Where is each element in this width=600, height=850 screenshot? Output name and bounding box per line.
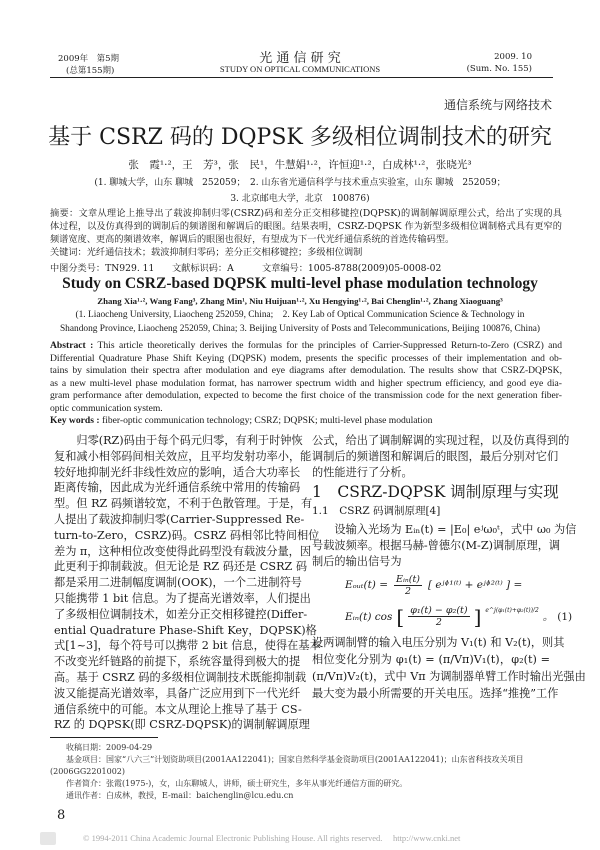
authors-cn: 张 霞¹·²，王 芳³，张 民¹，牛慧娟¹·²，许恒迎¹·²，白成林¹·²，张晓光³ bbox=[128, 159, 472, 171]
body-text-line: 的性能进行了分析。 bbox=[312, 465, 413, 479]
journal-title-en: STUDY ON OPTICAL COMMUNICATIONS bbox=[219, 64, 381, 74]
issue-date: 2009. 10 bbox=[494, 52, 532, 62]
body-text-line: 都是采用二进制幅度调制(OOK)，一个二进制符号 bbox=[54, 576, 302, 590]
right-bracket: ] bbox=[473, 604, 482, 629]
abstract-en-line: tains by simulation their spectra after modulation and eye diagrams after demodulation. The results show that CSRZ-DQPSK, bbox=[50, 365, 562, 376]
body-text-line: 公式，给出了调制解调的实现过程，以及仿真得到的 bbox=[312, 434, 570, 447]
section-label: 通信系统与网络技术 bbox=[443, 98, 552, 112]
sum-number: (Sum. No. 155) bbox=[466, 64, 532, 74]
keywords-label: Key words : bbox=[50, 415, 100, 426]
body-text-line: ential Quadrature Phase-Shift Key，DQPSK)格 bbox=[54, 623, 317, 637]
equation-line-2 bbox=[345, 603, 573, 630]
article-number: 文章编号：1005-8788(2009)05-0008-02 bbox=[262, 263, 442, 274]
abstract-cn-line: 体过程，以及仿真得到的调制后的频谱图和解调后的眼图。结果表明，CSRZ-DQPSK 作为新型多级相位调制格式具有更窄的 bbox=[50, 221, 562, 232]
issue-number: 2009年 第5期 bbox=[58, 54, 120, 64]
cnki-logo-icon bbox=[40, 832, 56, 845]
document-code: 文献标识码：A bbox=[172, 263, 234, 274]
eq1-numerator: Eᵢₙ(t) bbox=[396, 573, 420, 585]
eq1-rhs: [ eʲᶲ¹⁽ᵗ⁾ + eʲᶲ²⁽ᵗ⁾ ] = bbox=[427, 579, 523, 591]
affiliation-en-1: (1. Liaocheng University, Liaocheng 252059, China; 2. Key Lab of Optical Communication Science & Technology in bbox=[75, 310, 525, 320]
body-text-line: 式[1~3]，每个符号可以携带 2 bit 信息，使得在基本 bbox=[54, 639, 321, 653]
body-text-line: 通信系统中的可能。本文从理论上推导了基于 CS- bbox=[54, 702, 302, 716]
keywords-en bbox=[50, 415, 562, 427]
abstract-en-line: as a new multi-level phase modulation format, has narrower spectrum width and higher spectrum efficiency, and good eye dia- bbox=[50, 377, 562, 389]
paper-title-en: Study on CSRZ-based DQPSK multi-level phase modulation technology bbox=[62, 275, 538, 292]
body-text-line: 此更利于抑制载波。但无论是 RZ 码还是 CSRZ 码 bbox=[54, 560, 308, 574]
affiliation-cn-2: 3. 北京邮电大学，北京 100876) bbox=[230, 194, 370, 204]
left-bracket: [ bbox=[396, 604, 405, 629]
body-text-line: 归零(RZ)码由于每个码元归零，有利于时钟恢 bbox=[54, 434, 303, 447]
body-text-line: 相位变化分别为 φ₁(t) = (π/Vπ)V₁(t)，φ₂(t) = bbox=[312, 653, 550, 666]
footnote-author-bio: 作者简介：张霞(1975-)，女，山东聊城人，讲师，硕士研究生，多年从事光纤通信方面的研究。 bbox=[50, 779, 408, 788]
body-text-line: 设输入光场为 Eᵢₙ(t) = |E₀| eʲω₀ᵗ，式中 ω₀ 为信 bbox=[312, 523, 577, 536]
body-text-line: 较好地抑制光纤非线性效应的影响，适合大功率长 bbox=[54, 465, 301, 479]
abstract-en-text: This article theoretically derives the formulas for the principles of Carrier-Suppressed Return-to-Zero (CSRZ) and bbox=[93, 340, 563, 351]
body-text-line: 波又能提高光谱效率，具备广泛应用到下一代光纤 bbox=[54, 686, 301, 700]
body-text-line: 制后的输出信号为 bbox=[312, 554, 402, 568]
subsection-heading-1-1: 1.1 CSRZ 码调制原理[4] bbox=[312, 505, 441, 517]
abstract-label: Abstract : bbox=[50, 340, 94, 351]
body-text-line: 设两调制臂的输入电压分别为 V₁(t) 和 V₂(t)，则其 bbox=[312, 636, 565, 649]
header-rule bbox=[50, 77, 553, 78]
footnote-corresponding: 通讯作者：白成林，教授，E-mail：baichenglin@lcu.edu.cn bbox=[50, 791, 294, 800]
body-text-line: 高。基于 CSRZ 码的多级相位调制技术既能抑制载 bbox=[54, 671, 307, 684]
body-text-line: (π/Vπ)V₂(t)，式中 Vπ 为调制器单臂工作时输出光强由 bbox=[312, 670, 586, 683]
body-text-line: 了多级相位调制技术，如差分正交相移键控(Differ- bbox=[54, 607, 308, 621]
eq1-denominator: 2 bbox=[404, 585, 412, 597]
body-text-line: 最大变为最小所需要的开关电压。选择“推挽”工作 bbox=[312, 687, 559, 700]
eq2-lhs: Eᵢₙ(t) cos bbox=[345, 610, 393, 623]
body-text-line: 人提出了载波抑制归零(Carrier-Suppressed Re- bbox=[54, 513, 305, 526]
body-text-line: 不改变光纤链路的前提下，系统容量得到极大的提 bbox=[54, 655, 301, 669]
paper-title-cn: 基于 CSRZ 码的 DQPSK 多级相位调制技术的研究 bbox=[48, 125, 552, 150]
eq2-numerator: φ₁(t) − φ₂(t) bbox=[410, 605, 468, 616]
journal-title-cn: 光 通 信 研 究 bbox=[259, 51, 341, 66]
body-text-line: 差为 π，这种相位改变使得此码型没有载波分量，因 bbox=[54, 544, 312, 558]
abstract-en-line: Differential Quadrature Phase Shift Keying (DQPSK) modem, presents the specific processes of their implementation and ob- bbox=[50, 352, 562, 364]
body-text-line: 型。但 RZ 码频谱较宽，不利于色散管理。于是，有 bbox=[54, 497, 313, 511]
footnote-received: 收稿日期：2009-04-29 bbox=[50, 743, 153, 752]
body-text-line: 号载波频率。根据马赫-曾德尔(M-Z)调制原理，调 bbox=[312, 538, 561, 552]
abstract-en-line: optic communication system. bbox=[50, 402, 163, 414]
eq2-exponent: e^j(φ₁(t)+φ₂(t))/2 bbox=[485, 607, 539, 614]
eq2-fraction bbox=[408, 605, 469, 628]
total-issue: (总第155期) bbox=[66, 66, 115, 76]
eq1-lhs: Eₒᵤₜ(t) = bbox=[345, 579, 389, 591]
abstract-en-line-1 bbox=[50, 340, 562, 352]
keywords-en-text: fiber-optic communication technology; CSRZ; DQPSK; multi-level phase modulation bbox=[99, 415, 433, 426]
eq2-denominator: 2 bbox=[435, 617, 442, 628]
abstract-cn-line: 频谱宽度、更高的频谱效率，解调后的眼图也很好，有望成为下一代光纤通信系统的首选传输码型。 bbox=[50, 234, 455, 245]
section-heading-1: 1 CSRZ-DQPSK 调制原理与实现 bbox=[312, 483, 559, 501]
equation-number: (1) bbox=[557, 610, 573, 623]
abstract-en-line: gram performance after demodulation, expected to become the first choice of the transmission code for the next generation fiber- bbox=[50, 390, 562, 401]
copyright-notice: © 1994-2011 China Academic Journal Electronic Publishing House. All rights reserved. http://www.cnki.net bbox=[83, 833, 461, 843]
affiliation-cn-1: (1. 聊城大学，山东 聊城 252059； 2. 山东省光通信科学与技术重点实验室，山东 聊城 252059； bbox=[94, 178, 506, 188]
footnote-rule bbox=[50, 737, 158, 738]
keywords-cn: 关键词：光纤通信技术；载波抑制归零码；差分正交相移键控；多级相位调制 bbox=[50, 247, 363, 258]
page-number: 8 bbox=[57, 808, 66, 823]
body-text-line: 调制后的频谱图和解调后的眼图，最后分别对它们 bbox=[312, 449, 559, 463]
clc-number: 中图分类号：TN929. 11 bbox=[50, 263, 155, 274]
footnote-funding: 基金项目：国家“八六三”计划资助项目(2001AA122041)；国家自然科学基金资助项目(2001AA122041)；山东省科技攻关项目 bbox=[50, 755, 524, 764]
footnote-funding-cont: (2006GG2201002) bbox=[50, 767, 126, 776]
body-text-line: turn-to-Zero，CSRZ)码。CSRZ 码相邻比特间相位 bbox=[54, 528, 320, 542]
eq2-end: 。 bbox=[542, 610, 554, 623]
body-text-line: 复和减小相邻码间相关效应，且平均发射功率小，能 bbox=[54, 449, 312, 463]
authors-en: Zhang Xia¹·², Wang Fang³, Zhang Min¹, Niu Huijuan¹·², Xu Hengying¹·², Bai Chenglin¹·², Zhang Xiaoguang³ bbox=[97, 296, 503, 306]
eq1-fraction bbox=[394, 574, 422, 597]
body-text-line: 只能携带 1 bit 信息。为了提高光谱效率，人们提出 bbox=[54, 592, 311, 605]
abstract-cn-line: 摘要：文章从理论上推导出了载波抑制归零(CSRZ)码和差分正交相移键控(DQPSK)的调制解调原理公式，给出了实现的具 bbox=[50, 208, 562, 219]
body-text-line: 距离传输，因此成为光纤通信系统中常用的传输码 bbox=[54, 481, 301, 495]
body-text-line: RZ 的 DQPSK(即 CSRZ-DQPSK)的调制解调原理 bbox=[54, 718, 310, 732]
equation-line-1 bbox=[345, 572, 522, 598]
affiliation-en-2: Shandong Province, Liaocheng 252059, China; 3. Beijing University of Posts and Telecommunications, Beijing 100876, China) bbox=[59, 324, 541, 334]
